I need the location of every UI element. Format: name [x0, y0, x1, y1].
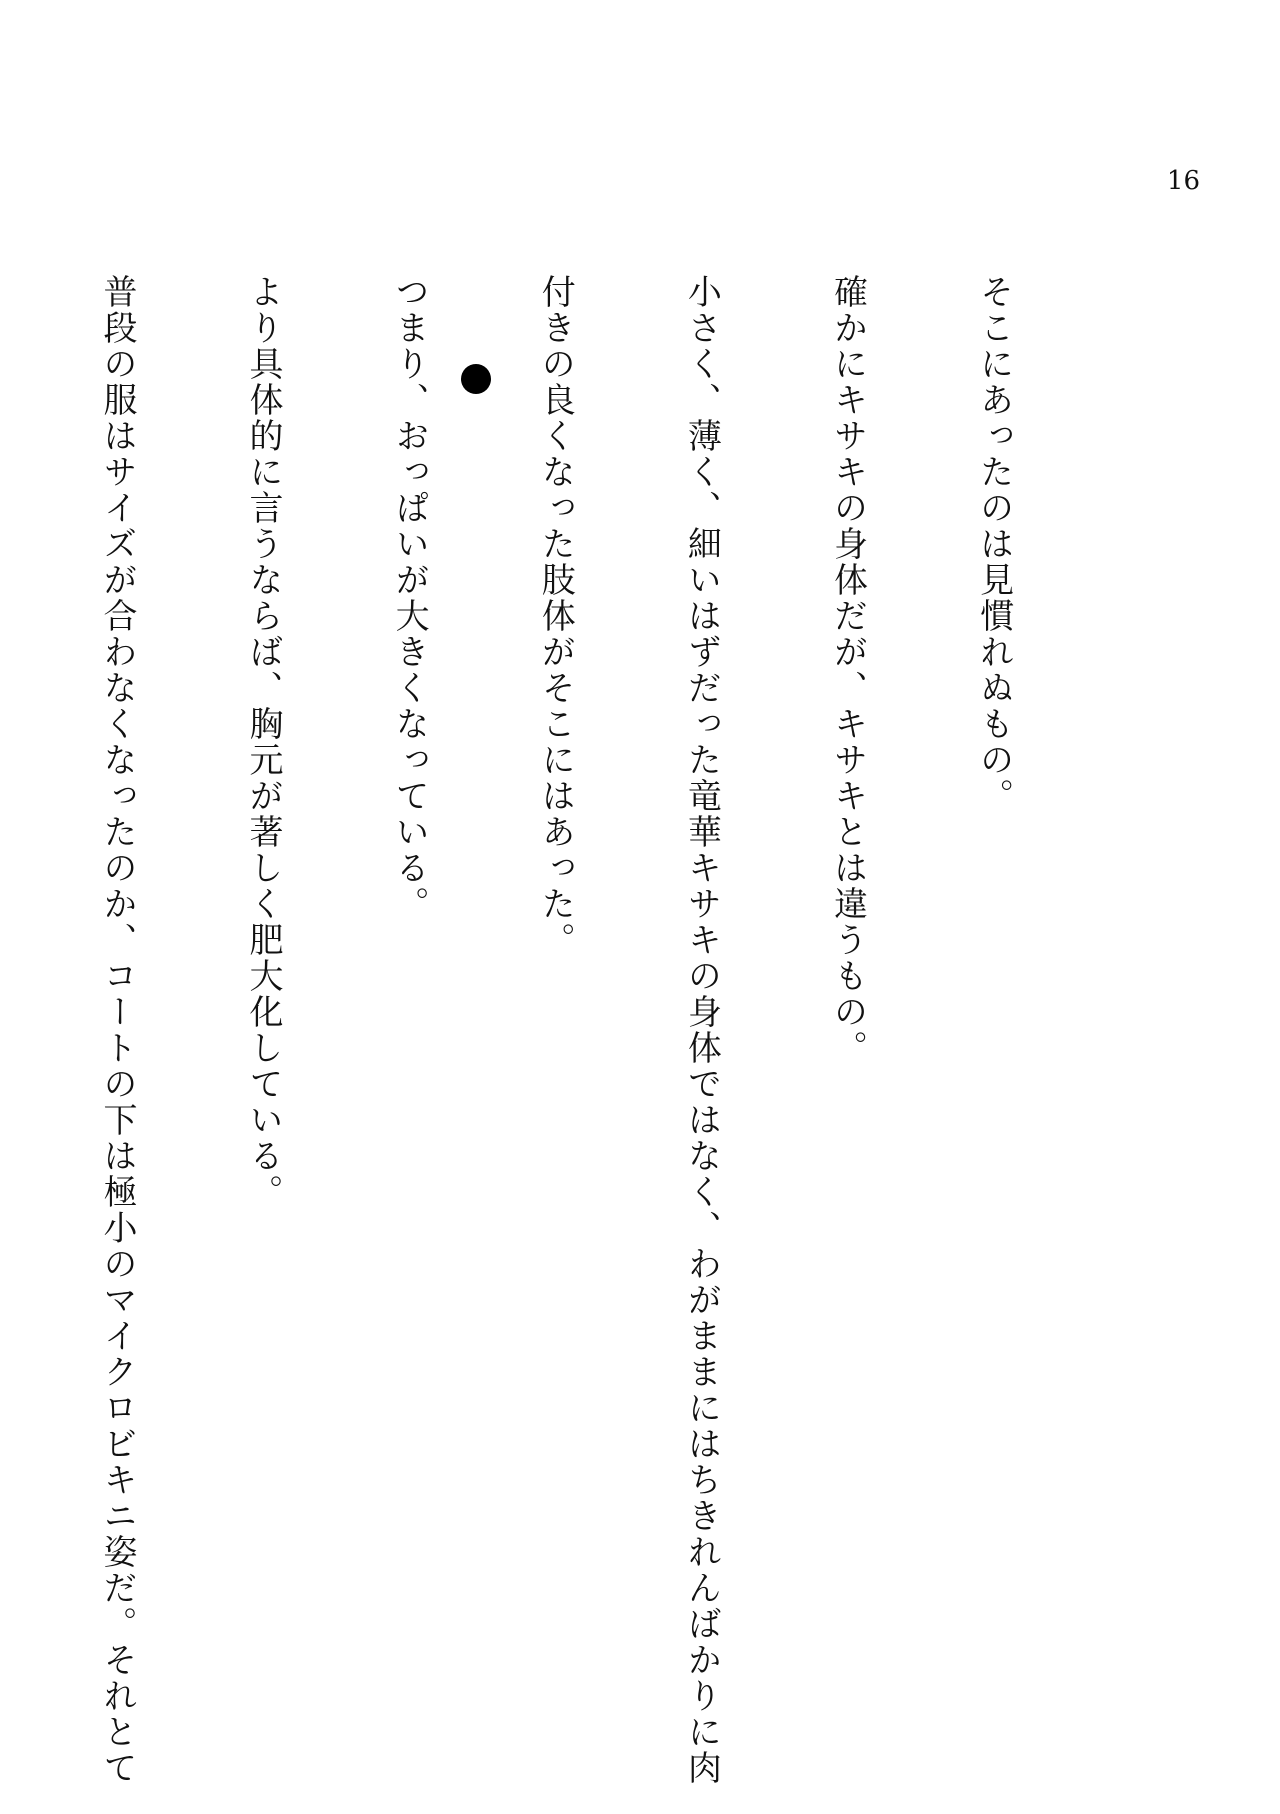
paragraph: 付きの良くなった肢体がそこにはあった。	[535, 274, 576, 958]
body-text	[0, 274, 1115, 1786]
filled-circle-icon	[461, 364, 491, 394]
paragraph: 確かにキサキの身体だが、キサキとは違うもの。	[827, 274, 868, 1066]
page-number: 16	[1166, 166, 1200, 196]
paragraph: そこにあったのは見慣れぬもの。	[973, 274, 1014, 814]
paragraph: より具体的に言うならば、胸元が著しく肥大化している。	[243, 274, 284, 1210]
paragraph: つまり、おっぱいが大きくなっている。	[389, 274, 430, 922]
paragraph: 小さく、薄く、細いはずだった竜華キサキの身体ではなく、わがままにはちきれんばかりに肉	[681, 274, 722, 1786]
paragraph: 普段の服はサイズが合わなくなったのか、コートの下は極小のマイクロビキニ姿だ。それとて	[96, 274, 137, 1786]
